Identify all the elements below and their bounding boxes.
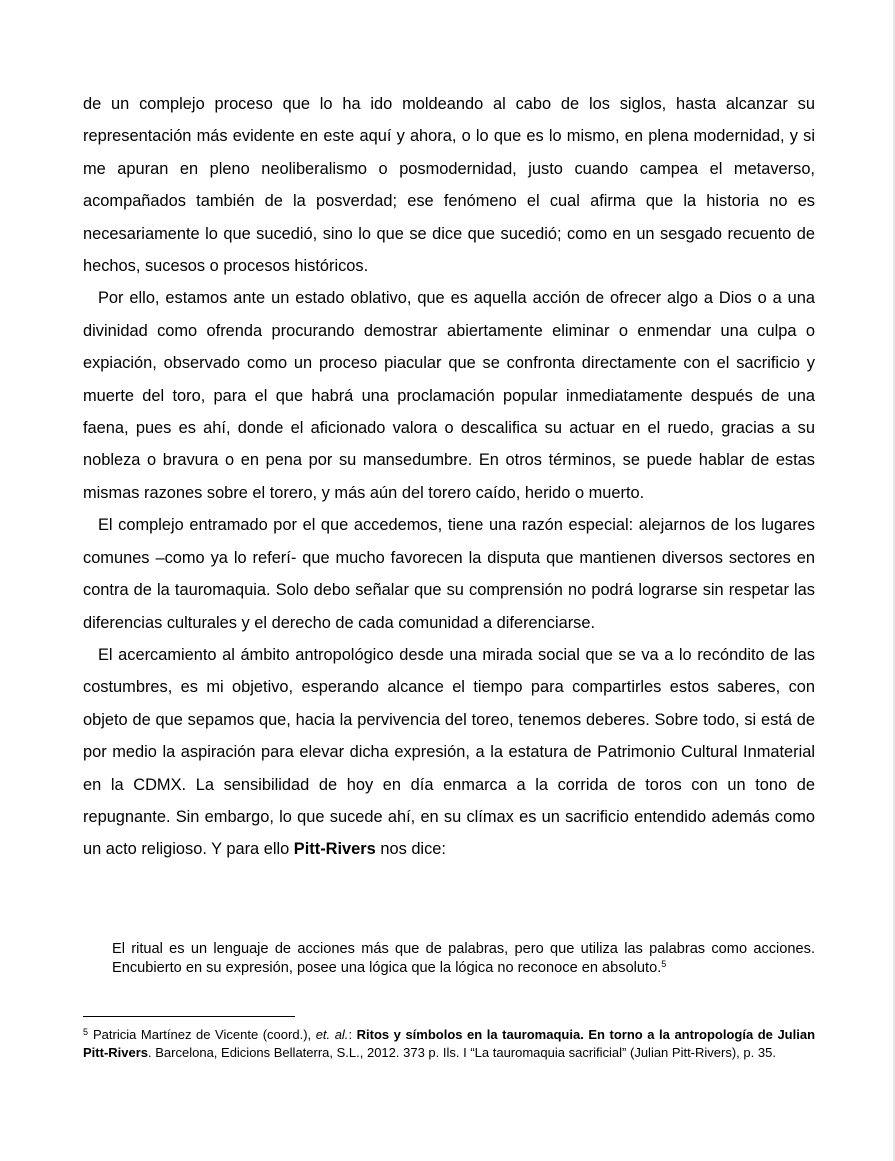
paragraph-3: [83, 509, 815, 639]
paragraph-3-text: El complejo entramado por el que accedemos, tiene una razón especial: alejarnos de los lugares comunes –como ya lo referí- que mucho favorecen la disputa que mantienen diversos sectores en contra de la tauromaquia. Solo debo señalar que su comprensión no podrá lograrse sin respetar las diferencias culturales y el derecho de cada comunidad a diferenciarse.: [83, 516, 815, 632]
footnote-separator: [83, 1016, 295, 1017]
author-name-bold: Pitt-Rivers: [293, 840, 376, 859]
footnote: [83, 1026, 815, 1062]
footnote-authors: Patricia Martínez de Vicente (coord.),: [93, 1027, 316, 1042]
body-text: [83, 88, 815, 866]
footnote-reference[interactable]: 5: [661, 958, 667, 969]
footnote-colon: :: [348, 1027, 357, 1042]
footnote-number: 5: [83, 1027, 89, 1037]
paragraph-4: [83, 639, 815, 866]
paragraph-1: [83, 88, 815, 282]
paragraph-1-text: de un complejo proceso que lo ha ido moldeando al cabo de los siglos, hasta alcanzar su representación más evidente en este aquí y ahora, o lo que es lo mismo, en plena modernidad, y si me apuran en pleno neoliberalismo o posmodernidad, justo cuando campea el metaverso, acompañados también de la posverdad; ese fenómeno el cual afirma que la historia no es necesariamente lo que sucedió, sino lo que se dice que sucedió; como en un sesgado recuento de hechos, sucesos o procesos históricos.: [83, 95, 815, 276]
footnote-et-al: et. al.: [315, 1027, 349, 1042]
footnote-book-title: Ritos y símbolos en la tauromaquia. En torno a la antropología de Julian Pitt-Rivers: [83, 1027, 816, 1060]
quote-text: El ritual es un lenguaje de acciones más que de palabras, pero que utiliza las palabras como acciones. Encubierto en su expresión, posee una lógica que la lógica no reconoce en absoluto.: [112, 941, 815, 976]
paragraph-2-text: Por ello, estamos ante un estado oblativo, que es aquella acción de ofrecer algo a Dios o a una divinidad como ofrenda procurando demostrar abiertamente eliminar o enmendar una culpa o expiación, observado como un proceso piacular que se confronta directamente con el sacrificio y muerte del toro, para el que habrá una proclamación popular inmediatamente después de una faena, pues es ahí, donde el aficionado valora o descalifica su actuar en el ruedo, gracias a su nobleza o bravura o en pena por su mansedumbre. En otros términos, se puede hablar de estas mismas razones sobre el torero, y más aún del torero caído, herido o muerto.: [83, 289, 815, 502]
paragraph-4-ending: nos dice:: [375, 840, 446, 859]
paragraph-2: [83, 282, 815, 509]
block-quote: [112, 940, 815, 977]
paragraph-4-text: El acercamiento al ámbito antropológico desde una mirada social que se va a lo recóndito de las costumbres, es mi objetivo, esperando alcance el tiempo para compartirles estos saberes, con objeto de que sepamos que, hacia la pervivencia del toreo, tenemos deberes. Sobre todo, si está de por medio la aspiración para elevar dicha expresión, a la estatura de Patrimonio Cultural Inmaterial en la CDMX. La sensibilidad de hoy en día enmarca a la corrida de toros con un tono de repugnante. Sin embargo, lo que sucede ahí, en su clímax es un sacrificio entendido además como un acto religioso. Y para ello: [83, 645, 815, 859]
footnote-publication: . Barcelona, Edicions Bellaterra, S.L., 2012. 373 p. Ils. I “La tauromaquia sacrificial” (Julian Pitt-Rivers), p. 35.: [148, 1045, 776, 1060]
